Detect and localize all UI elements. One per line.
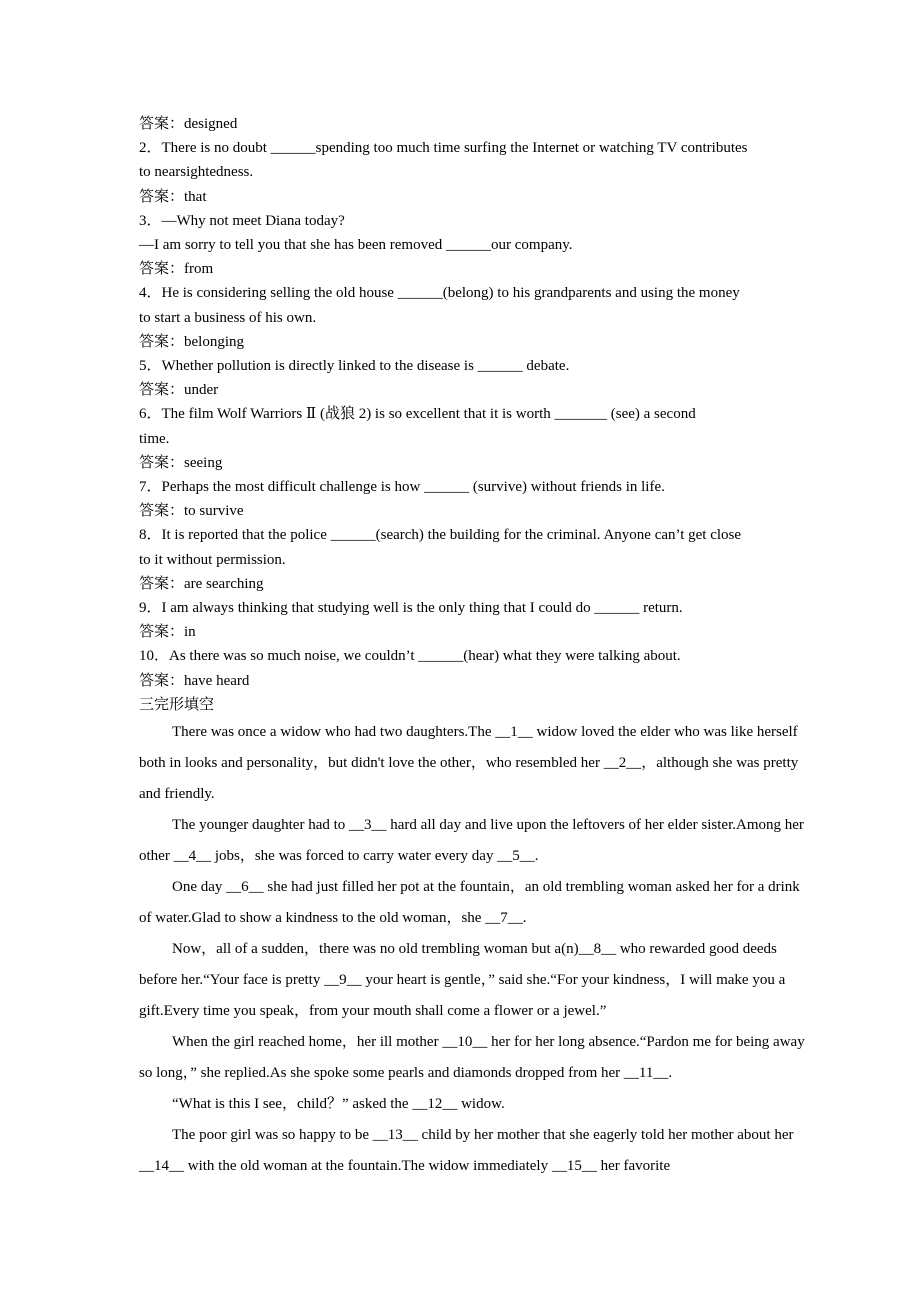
question-line: to start a business of his own. <box>139 309 317 326</box>
question-line: to nearsightedness. <box>139 164 254 181</box>
fill-in-exercise <box>139 112 807 693</box>
answer-line: 答案：under <box>139 382 219 399</box>
question-line: 9．I am always thinking that studying well is the only thing that I could do ______ return. <box>139 600 683 617</box>
answer-line: 答案：that <box>139 188 207 205</box>
document-page <box>139 112 807 1182</box>
passage-paragraph: One day __6__ she had just filled her pot at the fountain，an old trembling woman asked her for a drink of water.Glad to show a kindness to the old woman，she __7__. <box>139 878 800 926</box>
question-line: 7．Perhaps the most difficult challenge is how ______ (survive) without friends in life. <box>139 479 665 496</box>
passage-paragraph: “What is this I see，child？” asked the __12__ widow. <box>172 1095 505 1112</box>
answer-line: 答案：designed <box>139 116 238 132</box>
question-line: 8．It is reported that the police ______(search) the building for the criminal. Anyone can’t get close <box>139 527 742 544</box>
answer-line: 答案：from <box>139 261 214 278</box>
question-line: —I am sorry to tell you that she has been removed ______our company. <box>139 237 573 254</box>
question-line: 4．He is considering selling the old house ______(belong) to his grandparents and using the money <box>139 285 740 302</box>
answer-line: 答案：are searching <box>139 575 264 592</box>
passage-paragraph: Now，all of a sudden，there was no old trembling woman but a(n)__8__ who rewarded good deeds before her.“Your face is pretty __9__ your heart is gentle，” said she.“For your kindness，I will make you a gift.Every time you speak，from your mouth shall come a flower or a jewel.” <box>139 940 786 1019</box>
question-line: time. <box>139 430 170 447</box>
answer-line: 答案：in <box>139 624 196 641</box>
question-line: 2．There is no doubt ______spending too much time surfing the Internet or watching TV contributes <box>139 140 748 157</box>
passage-paragraph: The poor girl was so happy to be __13__ child by her mother that she eagerly told her mother about her __14__ with the old woman at the fountain.The widow immediately __15__ her favorite <box>139 1126 794 1174</box>
answer-line: 答案：to survive <box>139 503 244 520</box>
question-line: 10．As there was so much noise, we couldn’t ______(hear) what they were talking about. <box>139 648 681 665</box>
question-line: 3．—Why not meet Diana today? <box>139 212 345 229</box>
cloze-passage <box>139 717 807 1182</box>
passage-paragraph: The younger daughter had to __3__ hard all day and live upon the leftovers of her elder sister.Among her other __4__ jobs，she was forced to carry water every day __5__. <box>139 816 804 864</box>
passage-paragraph: When the girl reached home，her ill mother __10__ her for her long absence.“Pardon me for being away so long，” she replied.As she spoke some pearls and diamonds dropped from her __11__. <box>139 1033 805 1081</box>
question-line: 5．Whether pollution is directly linked to the disease is ______ debate. <box>139 358 570 375</box>
question-line: to it without permission. <box>139 551 286 568</box>
question-line: 6．The film Wolf Warriors Ⅱ (战狼 2) is so excellent that it is worth _______ (see) a second <box>139 406 696 423</box>
answer-line: 答案：belonging <box>139 333 244 350</box>
section-title: 三完形填空 <box>139 696 215 713</box>
answer-line: 答案：have heard <box>139 672 250 689</box>
passage-paragraph: There was once a widow who had two daughters.The __1__ widow loved the elder who was like herself both in looks and personality，but didn't love the other，who resembled her __2__，although she was pretty and friendly. <box>139 723 799 802</box>
answer-line: 答案：seeing <box>139 454 223 471</box>
